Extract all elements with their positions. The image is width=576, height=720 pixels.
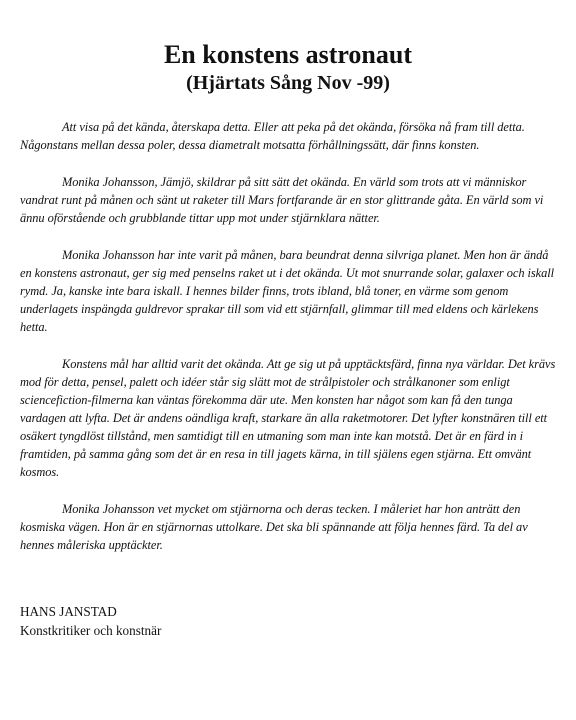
author-name: HANS JANSTAD: [20, 604, 117, 619]
article-body: [20, 118, 558, 554]
paragraph-5: Monika Johansson vet mycket om stjärnorna och deras tecken. I måleriet har hon anträtt den kosmiska vägen. Hon är en stjärnornas uttolkare. Det ska bli spännande att följa hennes färd. Ta del av hennes måleriska upptäckter.: [20, 502, 528, 552]
paragraph-2: Monika Johansson, Jämjö, skildrar på sitt sätt det okända. En värld som trots att vi människor vandrat runt på månen och sänt ut raketer till Mars fortfarande är en stor glittrande gåta. En värld som vi ännu oförstående och grubblande tittar upp mot under stjärnklara nätter.: [20, 175, 544, 225]
author-signature: [20, 602, 558, 640]
paragraph-3: Monika Johansson har inte varit på månen, bara beundrat denna silvriga planet. Men hon är ändå en konstens astronaut, ger sig med penselns raket ut i det okända. Ut mot snurrande solar, galaxer och iskall rymd. Ja, kanske inte bara iskall. I hennes bilder finns, trots ibland, blå toner, en värme som genom underlagets inspängda guldrevor sprakar till som vid ett stjärnfall, glimmar till med eldens och kärlekens hetta.: [20, 248, 555, 334]
paragraph-1: Att visa på det kända, återskapa detta. Eller att peka på det okända, försöka nå fram till detta. Någonstans mellan dessa poler, dessa diametralt motsatta förhållningssätt, där finns konsten.: [20, 120, 525, 152]
page-subtitle: (Hjärtats Sång Nov -99): [186, 72, 390, 94]
paragraph-4: Konstens mål har alltid varit det okända. Att ge sig ut på upptäcktsfärd, finna nya världar. Det krävs mod för detta, pensel, palett och idéer står sig slätt mot de strålpistoler och strålkanoner som enligt sciencefiction-filmerna kan väntas förekomma där ute. Men konsten har något som kan få den tunga vardagen att lyfta. Det är andens oändliga kraft, starkare än alla raketmotorer. Det lyfter konstnären till ett osäkert tyngdlöst tillstånd, men samtidigt till en utmaning som man inte kan motstå. Det är en färd in i framtiden, på samma gång som det är en resa in till jagets kärna, in till själens egen stjärna. Ett omvänt kosmos.: [20, 357, 556, 479]
page-title: En konstens astronaut: [163, 40, 413, 69]
author-role: Konstkritiker och konstnär: [20, 623, 162, 638]
